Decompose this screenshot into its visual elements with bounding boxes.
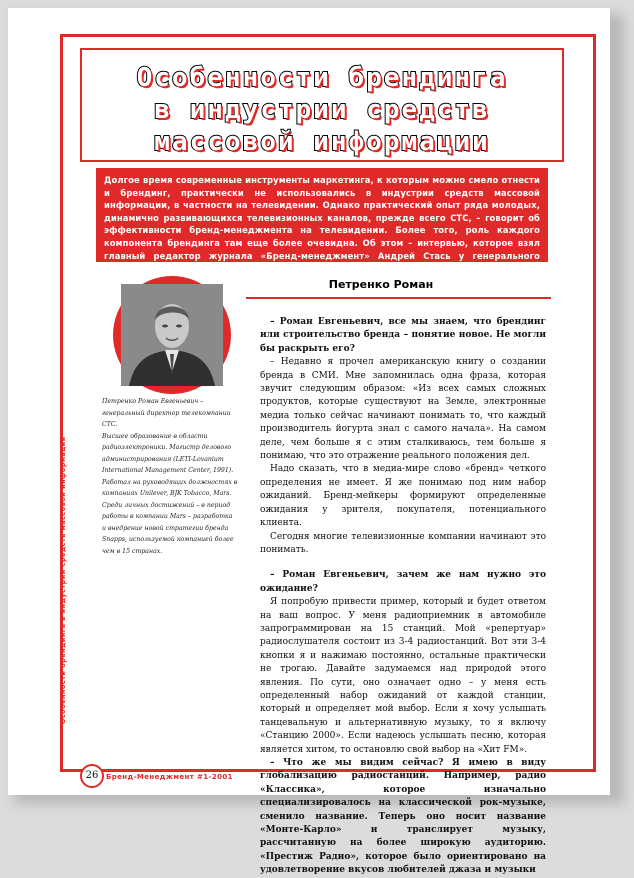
headline-box bbox=[80, 48, 564, 162]
author-caption bbox=[102, 396, 238, 557]
answer-paragraph: Сегодня многие телевизионные компании начинают это понимать. bbox=[260, 531, 546, 555]
side-running-title: Особенности брендинга в индустрии средств массовой информации bbox=[60, 436, 67, 724]
answer-paragraph: Надо сказать, что в медиа-мире слово «бренд» четкого определения не имеет. Я же понимаю под ним набор ожиданий. Бренд-мейкеры формируют определенные ожидания у зрителя, покупателя, потенциального клиента. bbox=[260, 464, 546, 529]
author-photo bbox=[121, 284, 223, 386]
caption-paragraph: Петренко Роман Евгеньевич – генеральный директор телекомпании СТС. bbox=[102, 398, 231, 428]
headline-line-3: массовой информации bbox=[154, 127, 490, 157]
caption-paragraph: Высшее образование в области радиоэлектроники. Магистр делового администрирования (LETI-Lovanium International Management Center, 1991). bbox=[102, 432, 234, 474]
magazine-page bbox=[8, 8, 610, 876]
footer-magazine-title: Бренд-Менеджмент #1-2001 bbox=[106, 773, 233, 781]
article-body bbox=[260, 316, 546, 878]
caption-paragraph: Среди личных достижений – в период работы в компании Mars – разработка и внедрение новой стратегии бренда Snapps, используемой компанией более чем в 15 странах. bbox=[102, 501, 234, 555]
answer-paragraph: Я попробую привести пример, который и будет ответом на ваш вопрос. У меня радиоприемник в автомобиле запрограммирован на 15 станций. Мой «репертуар» радиослушателя состоит из 3-4 радиостанций. Вот эти 3-4 кнопки я и нажимаю постоянно, остальные практически не трогаю. Давайте задумаемся над природой этого явления. По сути, оно означает одно – у меня есть определенный набор ожиданий от каждой станции, который и определяет мой выбор. Если я хочу услышать танцевальную и альтернативную музыку, то я включу «Станцию 2000». Если надеюсь услышать песню, которая является хитом, то остановлю свой выбор на «Хит FM». bbox=[260, 597, 546, 755]
author-divider bbox=[246, 297, 551, 299]
page-number: 26 bbox=[80, 764, 104, 788]
caption-paragraph: Работал на руководящих должностях в компаниях Unilever, BJK Tobacco, Mars. bbox=[102, 478, 238, 497]
headline-line-1: Особенности брендинга bbox=[136, 63, 508, 93]
question-paragraph: – Роман Евгеньевич, все мы знаем, что брендинг или строительство бренда – понятие новое. Не могли бы раскрыть его? bbox=[260, 317, 546, 354]
author-name: Петренко Роман bbox=[328, 278, 434, 291]
headline-line-2: в индустрии средств bbox=[154, 95, 490, 125]
question-paragraph: – Роман Евгеньевич, зачем же нам нужно это ожидание? bbox=[260, 570, 546, 594]
answer-paragraph: – Недавно я прочел американскую книгу о создании бренда в СМИ. Мне запомнилась одна фраза, которая звучит следующим образом: «Из всех самых сложных продуктов, которые существуют на Земле, электронные медиа только сейчас начинают понимать то, что каждый производитель йогурта знал с самого начала». На самом деле, чем больше я с этим сталкиваюсь, тем больше я понимаю, что это отражение реального положения дел. bbox=[260, 357, 546, 462]
question-paragraph: – Что же мы видим сейчас? Я имею в виду глобализацию радиостанций. Например, радио «Классика», которое изначально специализировалось на классической рок-музыке, сменило название. Теперь оно носит название «Монте-Карло» и транслирует музыку, рассчитанную на более широкую аудиторию. «Престиж Радио», которое было ориентировано на удовлетворение вкусов любителей джаза и музыки bbox=[260, 758, 546, 876]
lead-paragraph: Долгое время современные инструменты маркетинга, к которым можно смело отнести и брендинг, практически не использовались в индустрии средств массовой информации, в частности на телевидении. Однако практический опыт ряда молодых, динамично развивающихся телевизионных каналов, прежде всего СТС, – говорит об эффективности бренд-менеджмента на телевидении. Более того, роль каждого компонента брендинга там еще более очевидна. Об этом – интервью, которое взял главный редактор журнала «Бренд-менеджмент» Андрей Стась у генерального директора телеканала СТС Романа Петренко. bbox=[96, 168, 548, 262]
